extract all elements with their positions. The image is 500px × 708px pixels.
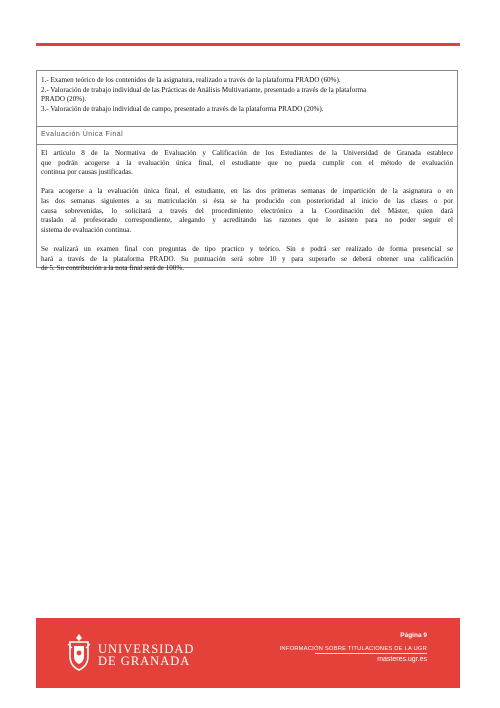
university-name: UNIVERSIDAD DE GRANADA: [98, 642, 195, 668]
paragraph-line: sistema de evaluación continua.: [41, 225, 132, 234]
paragraph-line: continua por causas justificadas.: [41, 168, 133, 177]
titulaciones-info: INFORMACIÓN SOBRE TITULACIONES DE LA UGR: [279, 646, 427, 652]
evaluation-table: [36, 70, 458, 273]
paragraph-line: hará a través de la plataforma PRADO. Su puntuación será sobre 10 y para superarlo se deberá obtener una calificación: [41, 254, 453, 263]
paragraph-line: que podrán acogerse a la evaluación única final, el estudiante que no pueda cumplir con el método de evaluación: [41, 158, 453, 167]
paragraph-line: de 5. Su contribución a la nota final será de 100%.: [41, 264, 185, 273]
paragraph-line: Para acogerse a la evaluación única final, el estudiante, en las dos primeras semanas de impartición de la asignatura o en: [41, 187, 453, 196]
eval-item: 3.- Valoración de trabajo individual de campo, presentado a través de la plataforma PRADO (20%).: [41, 104, 324, 113]
eval-item: 1.- Examen teórico de los contenidos de la asignatura, realizado a través de la plataforma PRADO (60%).: [41, 76, 341, 84]
header-rule: [36, 43, 460, 46]
section-body-cell: [37, 145, 457, 276]
section-header-cell: [37, 127, 457, 145]
page-number: Página 9: [400, 632, 427, 639]
paragraph-line: Se realizará un examen final con preguntas de tipo practico y teórico. Sin e podrá ser realizado de forma presencial se: [41, 244, 453, 253]
evaluation-items-cell: [37, 71, 457, 127]
paragraph-line: causa sobrevenidas, lo solicitará a través del procedimiento electrónico a la Coordinación del Máster, quien dará: [41, 206, 453, 215]
paragraph-line: traslado al profesorado correspondiente, alegando y acreditando las razones que le asisten para no poder seguir el: [41, 216, 453, 225]
paragraph-line: El artículo 8 de la Normativa de Evaluación y Calificación de los Estudiantes de la Universidad de Granada establece: [41, 149, 453, 157]
paragraph-line: las dos semanas siguientes a su matriculación si ésta se ha producido con posterioridad al inicio de las clases o por: [41, 196, 453, 205]
eval-item: PRADO (20%).: [41, 95, 87, 104]
page-footer: [36, 618, 460, 688]
section-title: Evaluación Única Final: [41, 131, 124, 138]
site-link[interactable]: masteres.ugr.es: [377, 656, 427, 663]
footer-divider: [315, 653, 427, 654]
eval-item: 2.- Valoración de trabajo individual de las Prácticas de Análisis Multivariante, presentado a través de la plataforma: [41, 85, 367, 94]
university-seal-icon: [64, 632, 94, 672]
